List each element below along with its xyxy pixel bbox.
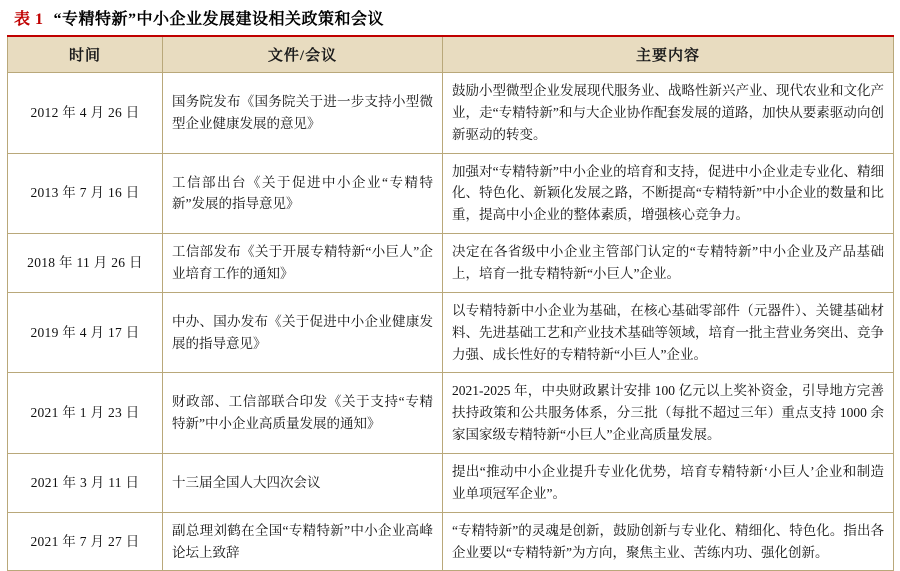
cell-content: 决定在各省级中小企业主管部门认定的“专精特新”中小企业及产品基础上，培育一批专精特新“小巨人”企业。 xyxy=(443,234,894,293)
table-caption xyxy=(0,0,900,35)
cell-document: 中办、国办发布《关于促进中小企业健康发展的指导意见》 xyxy=(163,292,443,373)
table-row xyxy=(8,234,894,293)
table-row xyxy=(8,373,894,454)
cell-content: “专精特新”的灵魂是创新，鼓励创新与专业化、精细化、特色化。指出各企业要以“专精特新”为方向，聚焦主业、苦练内功、强化创新。 xyxy=(443,512,894,571)
cell-content: 2021-2025 年，中央财政累计安排 100 亿元以上奖补资金，引导地方完善扶持政策和公共服务体系，分三批（每批不超过三年）重点支持 1000 余家国家级专精特新“小巨人”企业高质量发展。 xyxy=(443,373,894,454)
column-header-content: 主要内容 xyxy=(443,36,894,73)
caption-title: “专精特新”中小企业发展建设相关政策和会议 xyxy=(53,11,385,28)
table-row xyxy=(8,454,894,513)
cell-document: 十三届全国人大四次会议 xyxy=(163,454,443,513)
table-row xyxy=(8,73,894,154)
cell-document: 副总理刘鹤在全国“专精特新”中小企业高峰论坛上致辞 xyxy=(163,512,443,571)
table-row xyxy=(8,292,894,373)
cell-time: 2013 年 7 月 16 日 xyxy=(8,153,163,234)
cell-time: 2021 年 3 月 11 日 xyxy=(8,454,163,513)
cell-content: 以专精特新中小企业为基础，在核心基础零部件（元器件）、关键基础材料、先进基础工艺和产业技术基础等领域，培育一批主营业务突出、竞争力强、成长性好的专精特新“小巨人”企业。 xyxy=(443,292,894,373)
table-row xyxy=(8,153,894,234)
policy-table xyxy=(7,35,894,571)
table-header xyxy=(8,36,894,73)
cell-time: 2012 年 4 月 26 日 xyxy=(8,73,163,154)
cell-time: 2019 年 4 月 17 日 xyxy=(8,292,163,373)
cell-document: 财政部、工信部联合印发《关于支持“专精特新”中小企业高质量发展的通知》 xyxy=(163,373,443,454)
cell-time: 2018 年 11 月 26 日 xyxy=(8,234,163,293)
cell-document: 工信部发布《关于开展专精特新“小巨人”企业培育工作的通知》 xyxy=(163,234,443,293)
column-header-document: 文件/会议 xyxy=(163,36,443,73)
table-header-row xyxy=(8,36,894,73)
cell-document: 国务院发布《国务院关于进一步支持小型微型企业健康发展的意见》 xyxy=(163,73,443,154)
cell-time: 2021 年 1 月 23 日 xyxy=(8,373,163,454)
cell-content: 加强对“专精特新”中小企业的培育和支持，促进中小企业走专业化、精细化、特色化、新颖化发展之路，不断提高“专精特新”中小企业的数量和比重，提高中小企业的整体素质，增强核心竞争力。 xyxy=(443,153,894,234)
cell-time: 2021 年 7 月 27 日 xyxy=(8,512,163,571)
policy-table-wrapper xyxy=(0,35,900,571)
caption-label: 表 1 xyxy=(14,11,44,28)
cell-content: 提出“推动中小企业提升专业化优势，培育专精特新‘小巨人’企业和制造业单项冠军企业”。 xyxy=(443,454,894,513)
column-header-time: 时间 xyxy=(8,36,163,73)
table-row xyxy=(8,512,894,571)
table-body xyxy=(8,73,894,571)
cell-content: 鼓励小型微型企业发展现代服务业、战略性新兴产业、现代农业和文化产业，走“专精特新”和与大企业协作配套发展的道路，加快从要素驱动向创新驱动的转变。 xyxy=(443,73,894,154)
cell-document: 工信部出台《关于促进中小企业“专精特新”发展的指导意见》 xyxy=(163,153,443,234)
